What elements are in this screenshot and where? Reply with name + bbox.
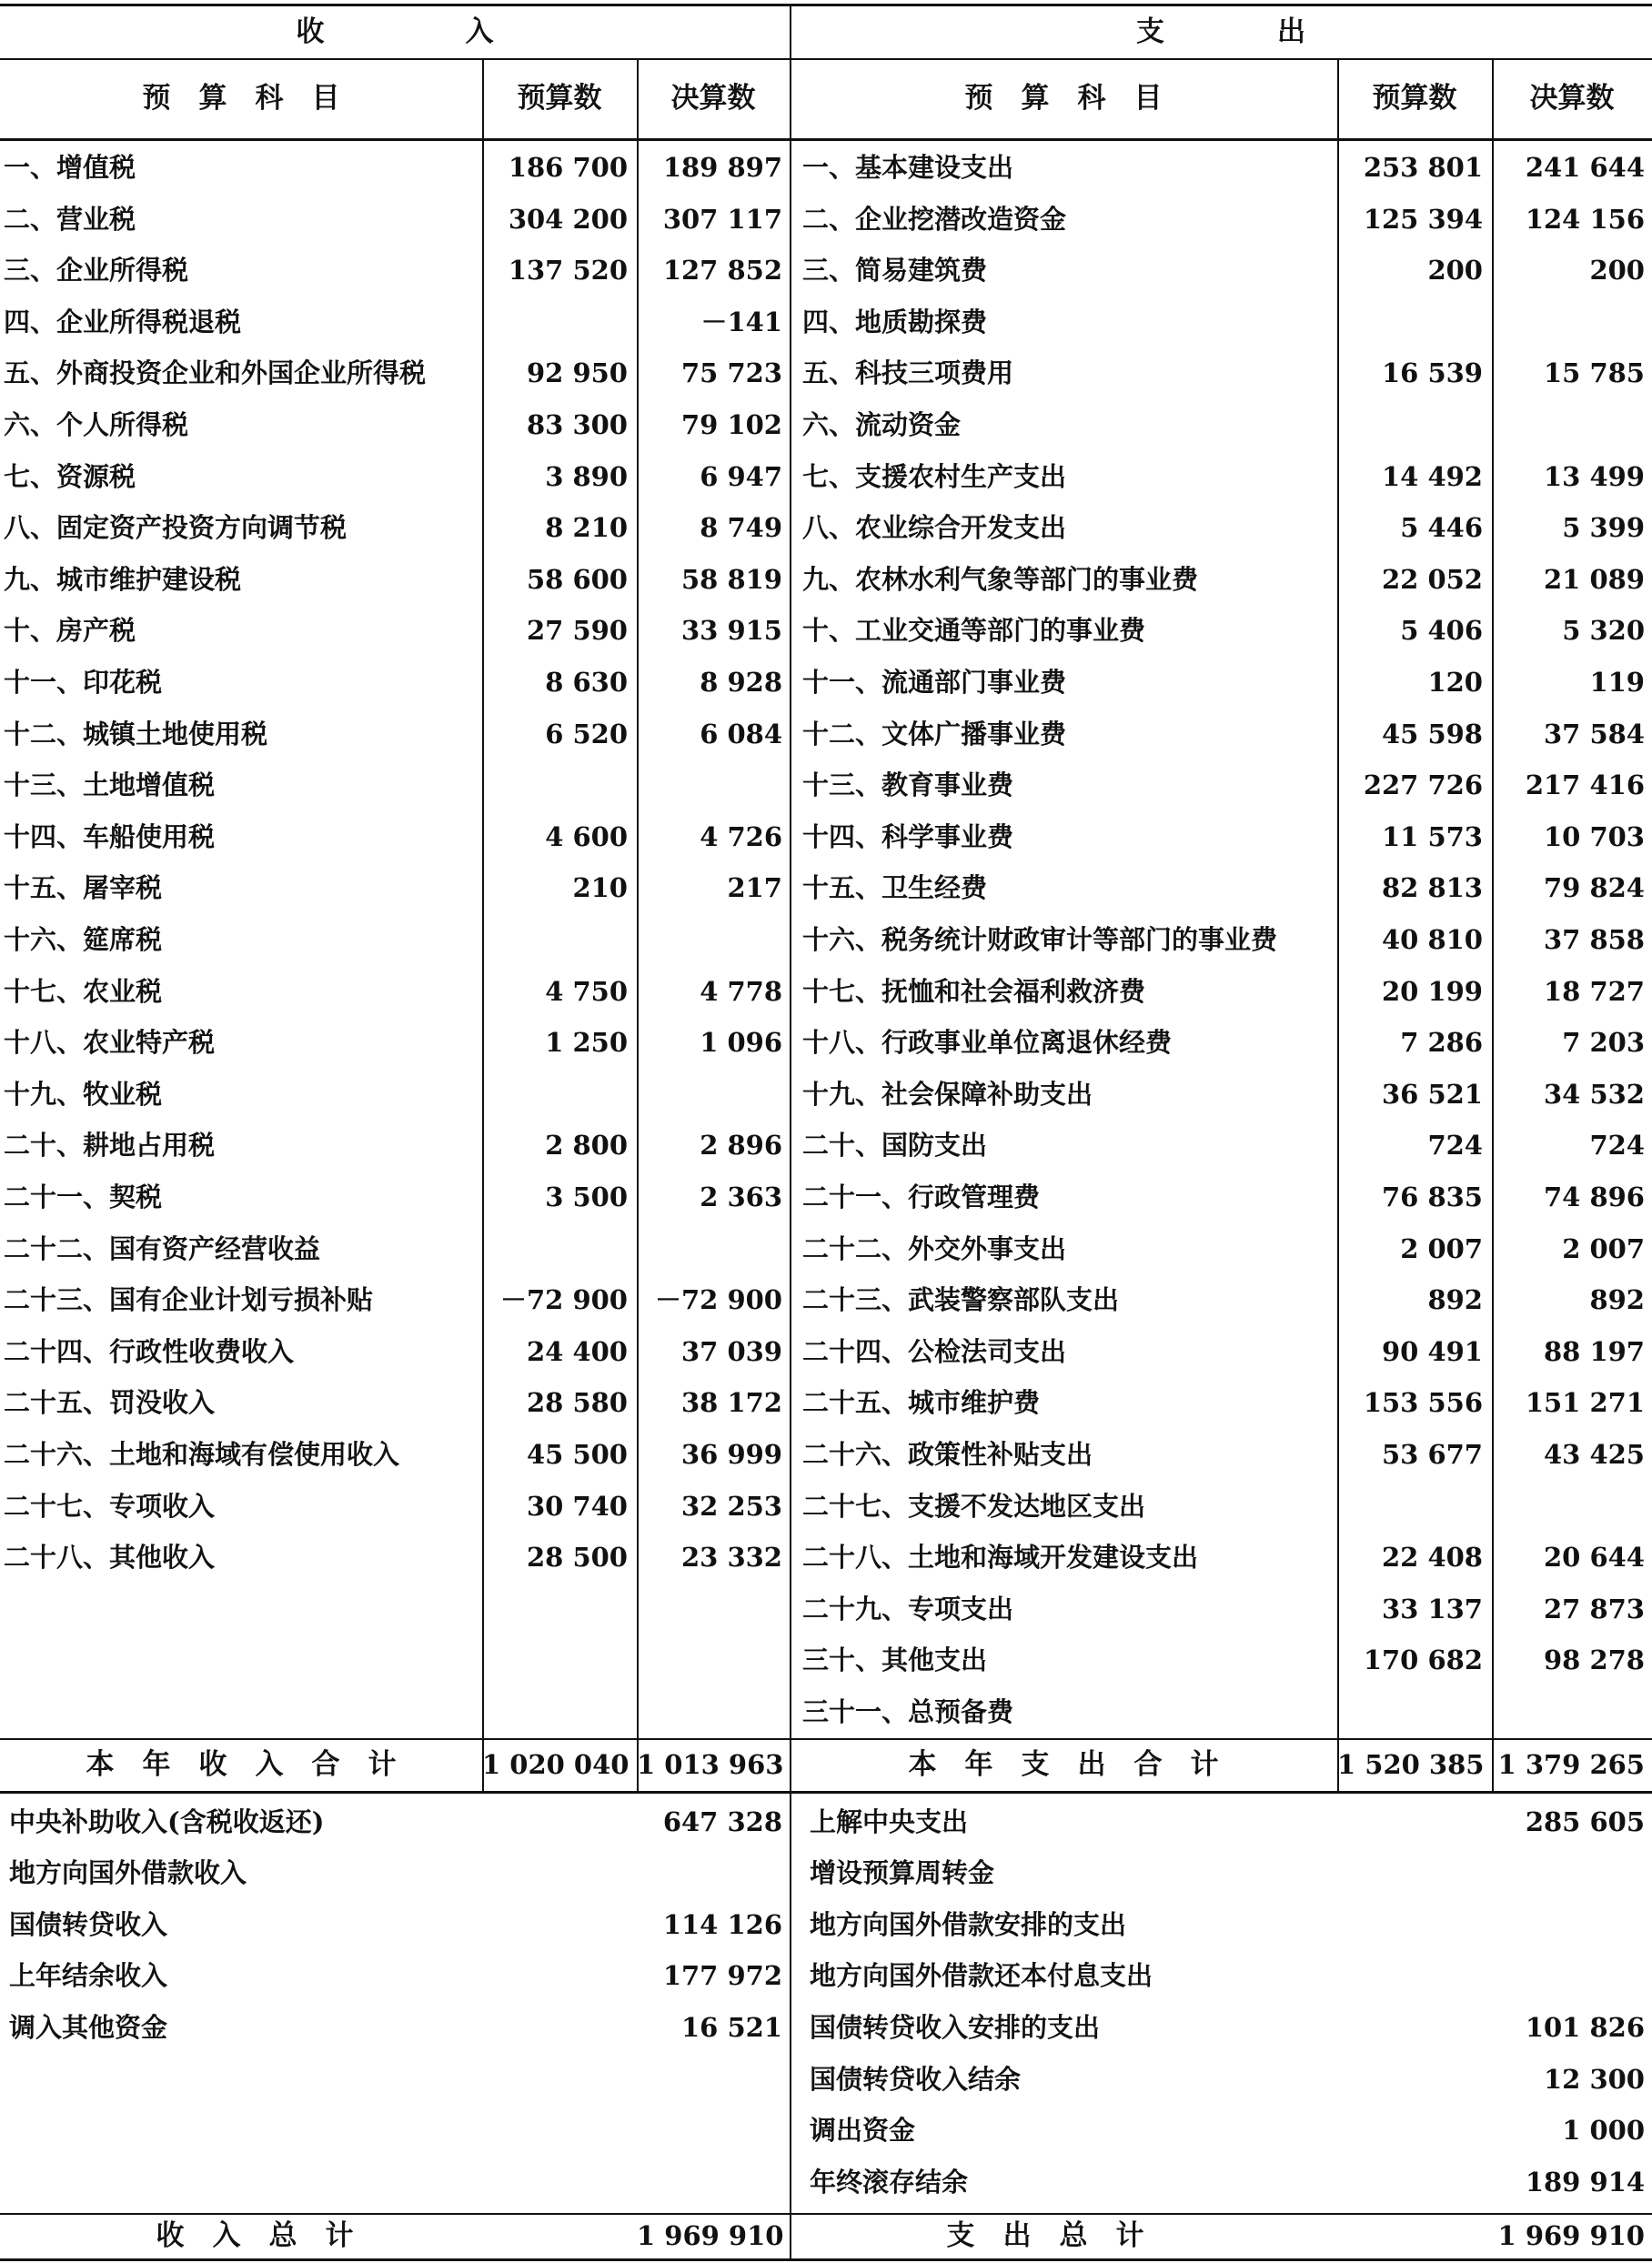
income-item-final: 307 117: [662, 203, 782, 235]
income-item-name: 十二、城镇土地使用税: [4, 718, 268, 749]
income-item-budget: 2 800: [545, 1130, 628, 1162]
income-extra-name: 调入其他资金: [9, 2012, 168, 2043]
income-item-budget: 28 580: [527, 1387, 628, 1419]
rule-line: [0, 2258, 1652, 2261]
expense-item-final: [1492, 1481, 1645, 1533]
expense-grand-total-value: 1 969 910: [1497, 2220, 1645, 2252]
expense-item-name: 二十、国防支出: [802, 1130, 988, 1162]
income-item-name: 十八、农业特产税: [4, 1027, 216, 1059]
expense-item-budget: 90 491: [1382, 1335, 1483, 1367]
expense-item-final: 34 532: [1544, 1078, 1645, 1110]
expense-item-name: 三十一、总预备费: [802, 1696, 1014, 1727]
income-item-name: 八、固定资产投资方向调节税: [4, 512, 348, 544]
expense-item-name: 五、科技三项费用: [802, 357, 1014, 389]
expense-extra-name: 国债转贷收入安排的支出: [810, 2012, 1101, 2043]
income-item-name: 四、企业所得税退税: [4, 306, 242, 337]
expense-item-name: 三十、其他支出: [802, 1644, 988, 1676]
income-item-budget: 24 400: [527, 1335, 628, 1367]
income-item-budget: 137 520: [508, 255, 628, 287]
income-item-budget: 92 950: [527, 357, 628, 389]
expense-item-budget: [1337, 1481, 1483, 1533]
income-item-budget: 83 300: [527, 409, 628, 440]
income-item-name: 十一、印花税: [4, 667, 163, 698]
income-item-budget: －72 900: [500, 1284, 628, 1316]
expense-item-final: 124 156: [1525, 203, 1645, 235]
income-item-budget: 58 600: [527, 563, 628, 595]
column-header-final: 决算数: [670, 82, 756, 115]
expense-item-final: 88 197: [1544, 1335, 1645, 1367]
income-item-budget: 28 500: [527, 1542, 628, 1574]
expense-item-final: [1492, 297, 1645, 348]
expense-item-name: 二、企业挖潜改造资金: [802, 203, 1067, 235]
expense-item-final: 15 785: [1544, 357, 1645, 389]
expense-item-name: 十一、流通部门事业费: [802, 667, 1067, 698]
income-item-final: [637, 1069, 782, 1121]
expense-item-budget: 36 521: [1382, 1078, 1483, 1110]
expense-item-budget: 153 556: [1363, 1387, 1483, 1419]
expense-item-final: 79 824: [1544, 872, 1645, 904]
income-item-budget: 3 890: [545, 460, 628, 492]
expense-extra-final: 189 914: [1525, 2166, 1645, 2198]
expense-extra-final: [1492, 1847, 1645, 1899]
column-header-item: 预 算 科 目: [964, 82, 1163, 115]
expense-item-final: 21 089: [1544, 563, 1645, 595]
income-item-final: 189 897: [662, 152, 782, 183]
income-item-name: 二十、耕地占用税: [4, 1130, 216, 1162]
income-item-name: 六、个人所得税: [4, 409, 189, 440]
expense-item-budget: [1337, 399, 1483, 451]
expense-extra-name: 上解中央支出: [810, 1805, 969, 1837]
income-item-budget: 6 520: [545, 718, 628, 749]
income-item-budget: [482, 1223, 628, 1275]
column-header-budget: 预算数: [517, 82, 602, 115]
income-item-budget: 3 500: [545, 1182, 628, 1212]
income-grand-total-value: 1 969 910: [637, 2220, 784, 2252]
income-item-final: 37 039: [681, 1335, 782, 1367]
expense-item-final: [1492, 1686, 1645, 1738]
expense-item-name: 一、基本建设支出: [802, 152, 1014, 183]
expense-item-final: 20 644: [1544, 1542, 1645, 1574]
income-item-final: [637, 759, 782, 811]
income-item-name: 十、房产税: [4, 615, 136, 647]
income-item-budget: [482, 914, 628, 966]
income-item-final: 58 819: [681, 563, 782, 595]
expense-item-final: 892: [1589, 1284, 1645, 1316]
expense-item-final: 43 425: [1544, 1439, 1645, 1470]
expense-total-final: 1 379 265: [1497, 1748, 1645, 1780]
expense-item-name: 十六、税务统计财政审计等部门的事业费: [802, 924, 1278, 955]
income-item-budget: [482, 759, 628, 811]
income-item-budget: 27 590: [527, 615, 628, 647]
income-item-name: 七、资源税: [4, 460, 136, 492]
income-item-name: 五、外商投资企业和外国企业所得税: [4, 357, 427, 389]
expense-grand-total-label: 支 出 总 计: [946, 2219, 1144, 2253]
income-item-final: 127 852: [662, 255, 782, 287]
expense-item-final: 98 278: [1544, 1644, 1645, 1676]
expense-item-budget: 5 446: [1400, 512, 1483, 544]
expense-item-budget: 2 007: [1400, 1232, 1483, 1264]
expense-item-budget: 22 408: [1382, 1542, 1483, 1574]
income-extra-final: 177 972: [662, 1960, 782, 1992]
expense-item-name: 二十七、支援不发达地区支出: [802, 1490, 1146, 1522]
income-grand-total-label: 收 入 总 计: [156, 2219, 354, 2253]
expense-extra-name: 地方向国外借款还本付息支出: [810, 1960, 1153, 1992]
income-extra-name: 上年结余收入: [9, 1960, 168, 1992]
income-item-name: 二十四、行政性收费收入: [4, 1335, 295, 1367]
expense-item-budget: 14 492: [1382, 460, 1483, 492]
income-total-budget: 1 020 040: [482, 1748, 630, 1780]
expense-extra-final: 101 826: [1525, 2012, 1645, 2043]
income-item-budget: 4 750: [545, 975, 628, 1007]
expense-item-final: 18 727: [1544, 975, 1645, 1007]
income-item-budget: [482, 297, 628, 348]
income-item-name: 二十六、土地和海域有偿使用收入: [4, 1439, 400, 1470]
expense-header: 支 出: [1136, 15, 1305, 48]
income-item-final: 79 102: [681, 409, 782, 440]
expense-item-final: 37 584: [1544, 718, 1645, 749]
income-item-name: 三、企业所得税: [4, 255, 189, 287]
income-item-final: 8 928: [700, 667, 782, 698]
expense-item-budget: 16 539: [1382, 357, 1483, 389]
expense-item-budget: [1337, 1686, 1483, 1738]
income-item-final: 33 915: [681, 615, 782, 647]
expense-extra-name: 地方向国外借款安排的支出: [810, 1908, 1127, 1940]
income-item-final: 75 723: [681, 357, 782, 389]
expense-item-budget: 120: [1427, 667, 1483, 698]
income-item-final: 2 363: [700, 1182, 782, 1212]
expense-item-budget: 200: [1427, 255, 1483, 287]
income-extra-name: 中央补助收入(含税收返还): [9, 1805, 325, 1837]
expense-item-budget: 11 573: [1382, 820, 1483, 852]
expense-item-final: 74 896: [1544, 1182, 1645, 1212]
income-item-final: －72 900: [655, 1284, 782, 1316]
income-total-final: 1 013 963: [637, 1748, 784, 1780]
income-extra-final: [637, 1847, 782, 1899]
expense-item-final: 241 644: [1525, 152, 1645, 183]
column-header-item: 预 算 科 目: [142, 82, 340, 115]
expense-item-name: 九、农林水利气象等部门的事业费: [802, 563, 1199, 595]
expense-item-budget: 76 835: [1382, 1182, 1483, 1212]
expense-item-final: 13 499: [1544, 460, 1645, 492]
expense-item-budget: 125 394: [1363, 203, 1483, 235]
income-item-final: 4 778: [700, 975, 782, 1007]
expense-extra-final: [1492, 1950, 1645, 2002]
income-item-final: 4 726: [700, 820, 782, 852]
expense-item-name: 八、农业综合开发支出: [802, 512, 1067, 544]
expense-item-final: 217 416: [1525, 769, 1645, 801]
expense-item-name: 二十六、政策性补贴支出: [802, 1439, 1093, 1470]
expense-item-name: 二十一、行政管理费: [802, 1182, 1041, 1212]
expense-item-name: 十七、抚恤和社会福利救济费: [802, 975, 1146, 1007]
expense-extra-final: 12 300: [1544, 2063, 1645, 2095]
income-item-final: 38 172: [681, 1387, 782, 1419]
income-item-name: 二十八、其他收入: [4, 1542, 216, 1574]
expense-item-budget: 20 199: [1382, 975, 1483, 1007]
column-header-final: 决算数: [1529, 82, 1615, 115]
column-rule: [790, 4, 791, 2260]
income-item-final: 32 253: [681, 1490, 782, 1522]
expense-item-final: 119: [1589, 667, 1645, 698]
expense-item-budget: 253 801: [1363, 152, 1483, 183]
income-item-budget: 8 210: [545, 512, 628, 544]
income-item-name: 二十五、罚没收入: [4, 1387, 216, 1419]
income-item-final: 8 749: [700, 512, 782, 544]
income-item-budget: 8 630: [545, 667, 628, 698]
expense-extra-name: 调出资金: [810, 2115, 916, 2147]
expense-item-budget: 5 406: [1400, 615, 1483, 647]
income-item-name: 二十二、国有资产经营收益: [4, 1232, 321, 1264]
expense-item-final: 10 703: [1544, 820, 1645, 852]
expense-item-final: 2 007: [1562, 1232, 1645, 1264]
income-item-name: 二十七、专项收入: [4, 1490, 216, 1522]
income-item-final: 23 332: [681, 1542, 782, 1574]
income-extra-name: 国债转贷收入: [9, 1908, 168, 1940]
rule-line: [0, 1791, 1652, 1794]
expense-item-final: 5 320: [1562, 615, 1645, 647]
income-item-name: 二十三、国有企业计划亏损补贴: [4, 1284, 374, 1316]
income-item-budget: 304 200: [508, 203, 628, 235]
income-item-name: 十四、车船使用税: [4, 820, 216, 852]
expense-extra-final: [1492, 1899, 1645, 1951]
income-item-final: [637, 1223, 782, 1275]
expense-item-name: 六、流动资金: [802, 409, 962, 440]
income-item-final: －141: [700, 306, 782, 337]
expense-item-name: 三、简易建筑费: [802, 255, 988, 287]
income-item-final: 1 096: [700, 1027, 782, 1059]
expense-item-name: 十八、行政事业单位离退休经费: [802, 1027, 1173, 1059]
income-item-final: 2 896: [700, 1130, 782, 1162]
expense-item-name: 七、支援农村生产支出: [802, 460, 1067, 492]
expense-item-name: 二十九、专项支出: [802, 1593, 1014, 1624]
expense-item-name: 二十三、武装警察部队支出: [802, 1284, 1120, 1316]
income-item-final: 217: [727, 872, 782, 904]
income-item-budget: 1 250: [545, 1027, 628, 1059]
income-item-budget: 30 740: [527, 1490, 628, 1522]
income-item-name: 十三、土地增值税: [4, 769, 216, 801]
income-item-final: 36 999: [681, 1439, 782, 1470]
expense-total-budget: 1 520 385: [1337, 1748, 1485, 1780]
income-extra-final: 114 126: [662, 1908, 782, 1940]
expense-item-budget: 33 137: [1382, 1593, 1483, 1624]
income-item-budget: 4 600: [545, 820, 628, 852]
expense-extra-final: 1 000: [1562, 2115, 1645, 2147]
income-item-final: 6 084: [700, 718, 782, 749]
expense-item-budget: 170 682: [1363, 1644, 1483, 1676]
rule-line: [0, 138, 1652, 141]
expense-item-final: 724: [1589, 1130, 1645, 1162]
expense-item-final: 7 203: [1562, 1027, 1645, 1059]
expense-item-final: 151 271: [1525, 1387, 1645, 1419]
income-item-budget: [482, 1069, 628, 1121]
income-item-name: 十五、屠宰税: [4, 872, 163, 904]
expense-item-name: 二十八、土地和海域开发建设支出: [802, 1542, 1199, 1574]
expense-item-name: 十九、社会保障补助支出: [802, 1078, 1093, 1110]
expense-item-name: 十五、卫生经费: [802, 872, 988, 904]
expense-item-final: [1492, 399, 1645, 451]
expense-item-name: 二十四、公检法司支出: [802, 1335, 1067, 1367]
income-item-budget: 45 500: [527, 1439, 628, 1470]
income-item-budget: 210: [572, 872, 628, 904]
expense-item-budget: 724: [1427, 1130, 1483, 1162]
income-extra-name: 地方向国外借款收入: [9, 1857, 247, 1889]
expense-item-budget: 227 726: [1363, 769, 1483, 801]
expense-extra-name: 年终滚存结余: [810, 2166, 969, 2198]
expense-item-budget: 53 677: [1382, 1439, 1483, 1470]
income-item-budget: 186 700: [508, 152, 628, 183]
expense-item-final: 27 873: [1544, 1593, 1645, 1624]
expense-item-name: 十四、科学事业费: [802, 820, 1014, 852]
expense-item-budget: 45 598: [1382, 718, 1483, 749]
expense-extra-name: 国债转贷收入结余: [810, 2063, 1022, 2095]
expense-item-name: 十二、文体广播事业费: [802, 718, 1067, 749]
income-extra-final: 16 521: [681, 2012, 782, 2043]
expense-item-final: 37 858: [1544, 924, 1645, 955]
income-item-name: 九、城市维护建设税: [4, 563, 242, 595]
income-item-final: 6 947: [700, 460, 782, 492]
income-header: 收 入: [296, 15, 494, 48]
income-item-name: 十七、农业税: [4, 975, 163, 1007]
expense-item-budget: 82 813: [1382, 872, 1483, 904]
expense-item-budget: 22 052: [1382, 563, 1483, 595]
income-item-name: 十六、筵席税: [4, 924, 163, 955]
expense-item-budget: 40 810: [1382, 924, 1483, 955]
income-item-name: 二、营业税: [4, 203, 136, 235]
expense-item-budget: 892: [1427, 1284, 1483, 1316]
expense-item-name: 四、地质勘探费: [802, 306, 988, 337]
income-item-name: 十九、牧业税: [4, 1078, 163, 1110]
income-item-name: 一、增值税: [4, 152, 136, 183]
expense-extra-final: 285 605: [1525, 1805, 1645, 1837]
income-item-name: 二十一、契税: [4, 1182, 163, 1212]
expense-item-budget: 7 286: [1400, 1027, 1483, 1059]
expense-item-name: 二十二、外交外事支出: [802, 1232, 1067, 1264]
expense-item-final: 200: [1589, 255, 1645, 287]
income-item-final: [637, 914, 782, 966]
expense-item-budget: [1337, 297, 1483, 348]
income-total-label: 本 年 收 入 合 计: [86, 1747, 397, 1781]
expense-item-name: 十、工业交通等部门的事业费: [802, 615, 1146, 647]
expense-extra-name: 增设预算周转金: [810, 1857, 995, 1889]
expense-item-final: 5 399: [1562, 512, 1645, 544]
income-extra-final: 647 328: [662, 1805, 782, 1837]
expense-item-name: 十三、教育事业费: [802, 769, 1014, 801]
expense-total-label: 本 年 支 出 合 计: [908, 1747, 1219, 1781]
column-header-budget: 预算数: [1372, 82, 1457, 115]
expense-item-name: 二十五、城市维护费: [802, 1387, 1041, 1419]
